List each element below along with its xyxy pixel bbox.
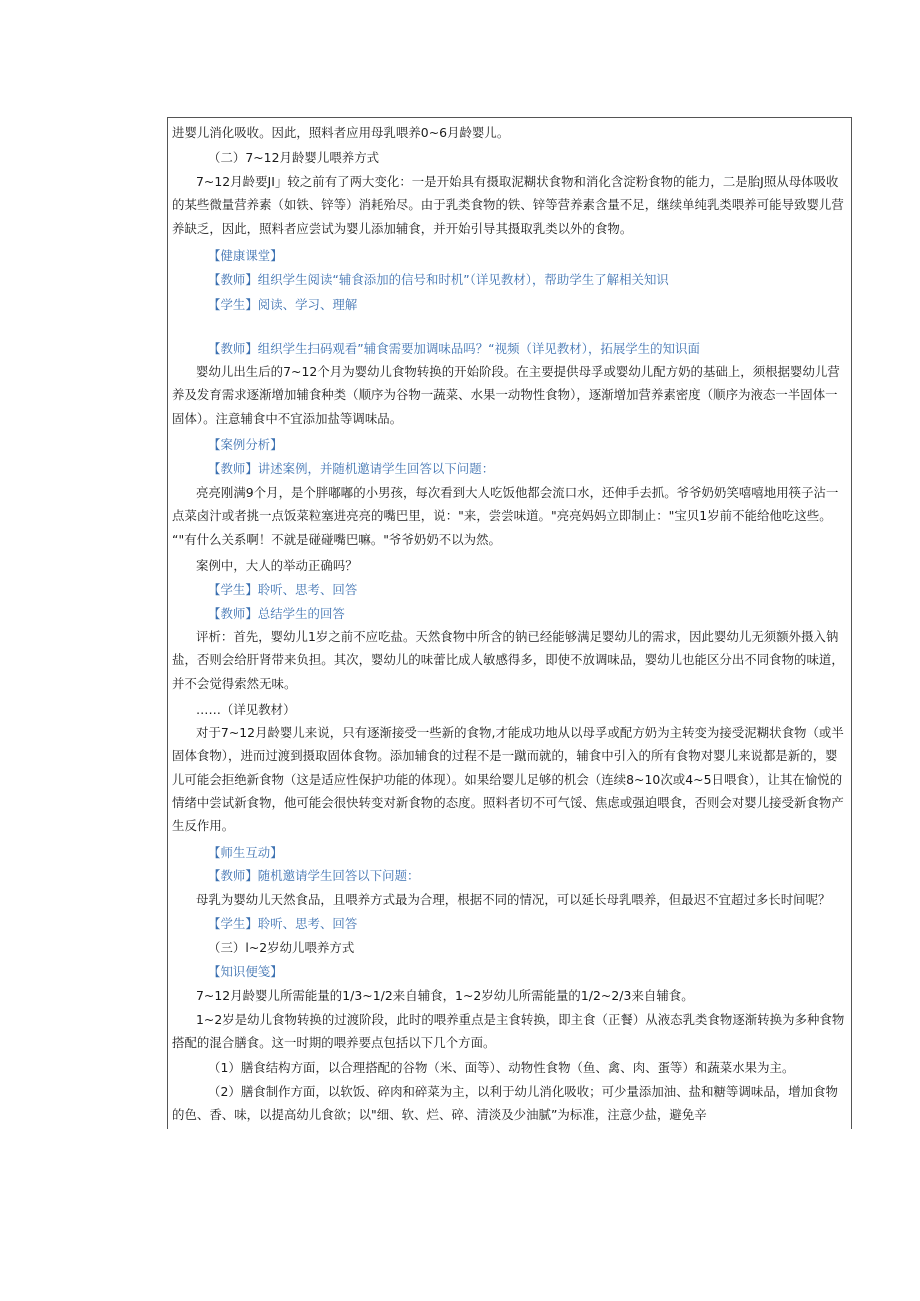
section-heading-7-12-months: （二）7~12月龄婴儿喂养方式 bbox=[208, 150, 380, 165]
label-knowledge-note: 【知识便笺】 bbox=[208, 964, 283, 979]
teacher-video-task: 【教师】组织学生扫码观看”辅食需要加调味品吗？“视频（详见教材），拓展学生的知识面 bbox=[208, 341, 700, 356]
student-answer-task: 【学生】聆听、思考、回答 bbox=[208, 916, 358, 931]
student-listen-task: 【学生】聆听、思考、回答 bbox=[208, 582, 358, 597]
label-case-analysis: 【案例分析】 bbox=[208, 437, 283, 452]
section-heading-1-2-years: （三）l~2岁幼儿喂养方式 bbox=[208, 940, 355, 955]
breastfeeding-question: 母乳为婴幼儿天然食品，且喂养方式最为合理，根据不同的情况，可以延长母乳喂养，但最迟不宜超过多长时间呢？ bbox=[196, 892, 831, 907]
teacher-summary-task: 【教师】总结学生的回答 bbox=[208, 606, 345, 621]
label-teacher-student-interaction: 【师生互动】 bbox=[208, 845, 283, 860]
paragraph-case-story: 亮亮刚满9个月，是个胖嘟嘟的小男孩，每次看到大人吃饭他都会流口水，还伸手去抓。爷爷奶奶笑嘻嘻地用筷子沾一点菜卤汁或者挑一点饭菜粒塞进亮亮的嘴巴里，说："来，尝尝味道。"亮亮妈妈立即制止："宝贝1岁前不能给他吃这些。 “"有什么关系啊！不就是碰碰嘴巴嘛。"爷爷奶奶不以为然。 bbox=[172, 485, 839, 547]
paragraph-two-changes: 7~12月龄要JI」较之前有了两大变化：一是开始具有摄取泥糊状食物和消化含淀粉食物的能力，二是胎J照从母体吸收的某些微量营养素（如铁、锌等）消耗殆尽。由于乳类食物的铁、锌等营养素含量不足，继续单纯乳类喂养可能导致婴儿营养缺乏，因此，照料者应尝试为婴儿添加辅食，并开始引导其摄取乳类以外的食物。 bbox=[172, 174, 844, 236]
case-question: 案例中，大人的举动正确吗？ bbox=[196, 558, 358, 573]
see-textbook-note: ……（详见教材） bbox=[196, 702, 296, 717]
paragraph-energy-from-complementary-food: 7~12月龄婴儿所需能量的1/3~1/2来自辅食，1~2岁幼儿所需能量的1/2~2/3来自辅食。 bbox=[196, 988, 694, 1003]
point-food-preparation: （2）膳食制作方面，以软饭、碎肉和碎菜为主，以利于幼儿消化吸收；可少量添加油、盐和糖等调味品，增加食物的色、香、味，以提高幼儿食欲；以"细、软、烂、碎、清淡及少油腻”为标准，注意少盐，避免辛 bbox=[172, 1084, 838, 1123]
student-reading-task: 【学生】阅读、学习、理解 bbox=[208, 297, 358, 312]
paragraph-new-food-acceptance: 对于7~12月龄婴儿来说，只有逐渐接受一些新的食物,才能成功地从以母孚或配方奶为主转变为接受泥糊状食物（或半固体食物），进而过渡到摄取固体食物。添加辅食的过程不是一蹴而就的，辅食中引入的所有食物对婴儿来说都是新的，婴儿可能会拒绝新食物（这是适应性保护功能的体现）。如果给婴儿足够的机会（连续8~10次或4~5日喂食），让其在愉悦的情绪中尝试新食物，他可能会很快转变对新食物的态度。照料者切不可气馁、焦虑或强迫喂食，否则会对婴儿接受新食物产生反作用。 bbox=[172, 725, 844, 834]
teacher-case-task: 【教师】讲述案例，并随机邀请学生回答以下问题： bbox=[208, 461, 495, 476]
teacher-question-task: 【教师】随机邀请学生回答以下问题： bbox=[208, 868, 420, 883]
teacher-reading-task: 【教师】组织学生阅读“辅食添加的信号和时机”（详见教材），帮助学生了解相关知识 bbox=[208, 272, 669, 287]
label-health-class: 【健康课堂】 bbox=[208, 248, 283, 263]
point-diet-structure: （1）膳食结构方面，以合理搭配的谷物（米、面等）、动物性食物（鱼、禽、肉、蛋等）和蔬菜水果为主。 bbox=[208, 1060, 795, 1075]
paragraph-1-2-years-transition: 1~2岁是幼儿食物转换的过渡阶段，此时的喂养重点是主食转换，即主食（正餐）从液态乳类食物逐渐转换为多种食物搭配的混合膳食。这一时期的喂养要点包括以下几个方面。 bbox=[172, 1012, 845, 1051]
paragraph-food-transition: 婴幼儿出生后的7~12个月为婴幼儿食物转换的开始阶段。在主要提供母孚或婴幼儿配方奶的基础上，须根据婴幼儿营养及发育需求逐渐增加辅食种类（顺序为谷物一蔬菜、水果一动物性食物），逐渐增加营养素密度（顺序为液态一半固体一固体）。注意辅食中不宜添加盐等调味品。 bbox=[172, 364, 840, 426]
paragraph-intro-continuation: 进婴儿消化吸收。因此，照料者应用母乳喂养0~6月龄婴儿。 bbox=[172, 125, 510, 140]
paragraph-case-evaluation: 评析：首先，婴幼儿1岁之前不应吃盐。天然食物中所含的钠已经能够满足婴幼儿的需求，因此婴幼儿无须额外摄入钠盐，否则会给肝肾带来负担。其次，婴幼儿的味蕾比成人敏感得多，即使不放调味品，婴幼儿也能区分出不同食物的味道，并不会觉得索然无味。 bbox=[172, 629, 844, 691]
